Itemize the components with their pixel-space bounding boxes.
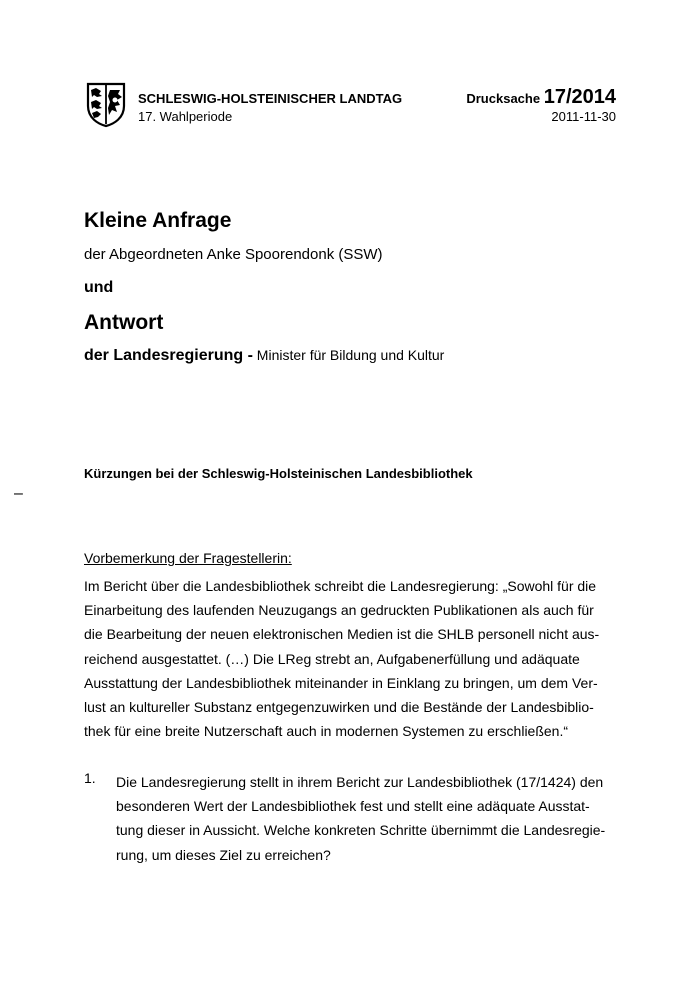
coat-of-arms-icon <box>86 82 126 128</box>
vorbemerkung-line: reichend ausgestattet. (…) Die LReg strebt an, Aufgabenerfüllung und adäquate <box>84 650 580 667</box>
drucksache-reference <box>466 86 616 109</box>
vorbemerkung-line: die Bearbeitung der neuen elektronischen Medien ist die SHLB personell nicht aus- <box>84 626 600 643</box>
document-subject: Kürzungen bei der Schleswig-Holsteinischen Landesbibliothek <box>84 466 473 481</box>
margin-dash: – <box>14 485 23 502</box>
drucksache-label: Drucksache <box>466 91 541 106</box>
drucksache-number: 17/2014 <box>543 86 616 108</box>
election-period: 17. Wahlperiode <box>138 109 233 124</box>
vorbemerkung-line: Einarbeitung des laufenden Neuzugangs an gedruckten Publikationen als auch für <box>84 602 594 619</box>
vorbemerkung-line: thek für eine breite Nutzerschaft auch in modernen Systemen zu erschließen.“ <box>84 723 569 740</box>
heading-antwort: Antwort <box>84 311 164 334</box>
vorbemerkung-line: Ausstattung der Landesbibliothek miteinander in Einklang zu bringen, um dem Ver- <box>84 674 598 691</box>
vorbemerkung-heading: Vorbemerkung der Fragestellerin: <box>84 550 292 566</box>
vorbemerkung-line: lust an kultureller Substanz entgegenzuwirken und die Bestände der Landesbiblio- <box>84 699 594 716</box>
question-line: besonderen Wert der Landesbibliothek fest und stellt eine adäquate Ausstat- <box>116 798 590 815</box>
question-line: Die Landesregierung stellt in ihrem Bericht zur Landesbibliothek (17/1424) den <box>116 774 604 790</box>
responder-line <box>84 347 444 365</box>
organization-name: SCHLESWIG-HOLSTEINISCHER LANDTAG <box>138 91 403 106</box>
question-text <box>116 770 616 867</box>
question-line: rung, um dieses Ziel zu erreichen? <box>116 846 331 863</box>
vorbemerkung-line: Im Bericht über die Landesbibliothek schreibt die Landesregierung: „Sowohl für die <box>84 578 597 594</box>
question-number: 1. <box>84 770 96 786</box>
vorbemerkung-text <box>84 574 604 743</box>
document-date: 2011-11-30 <box>551 109 616 124</box>
ministry-name: Minister für Bildung und Kultur <box>252 347 445 363</box>
question-line: tung dieser in Aussicht. Welche konkreten Schritte übernimmt die Landesregie- <box>116 822 606 839</box>
landesregierung-label: der Landesregierung - <box>84 347 253 364</box>
author-line: der Abgeordneten Anke Spoorendonk (SSW) <box>84 246 383 263</box>
conjunction-und: und <box>84 279 114 296</box>
heading-kleine-anfrage: Kleine Anfrage <box>84 209 232 232</box>
